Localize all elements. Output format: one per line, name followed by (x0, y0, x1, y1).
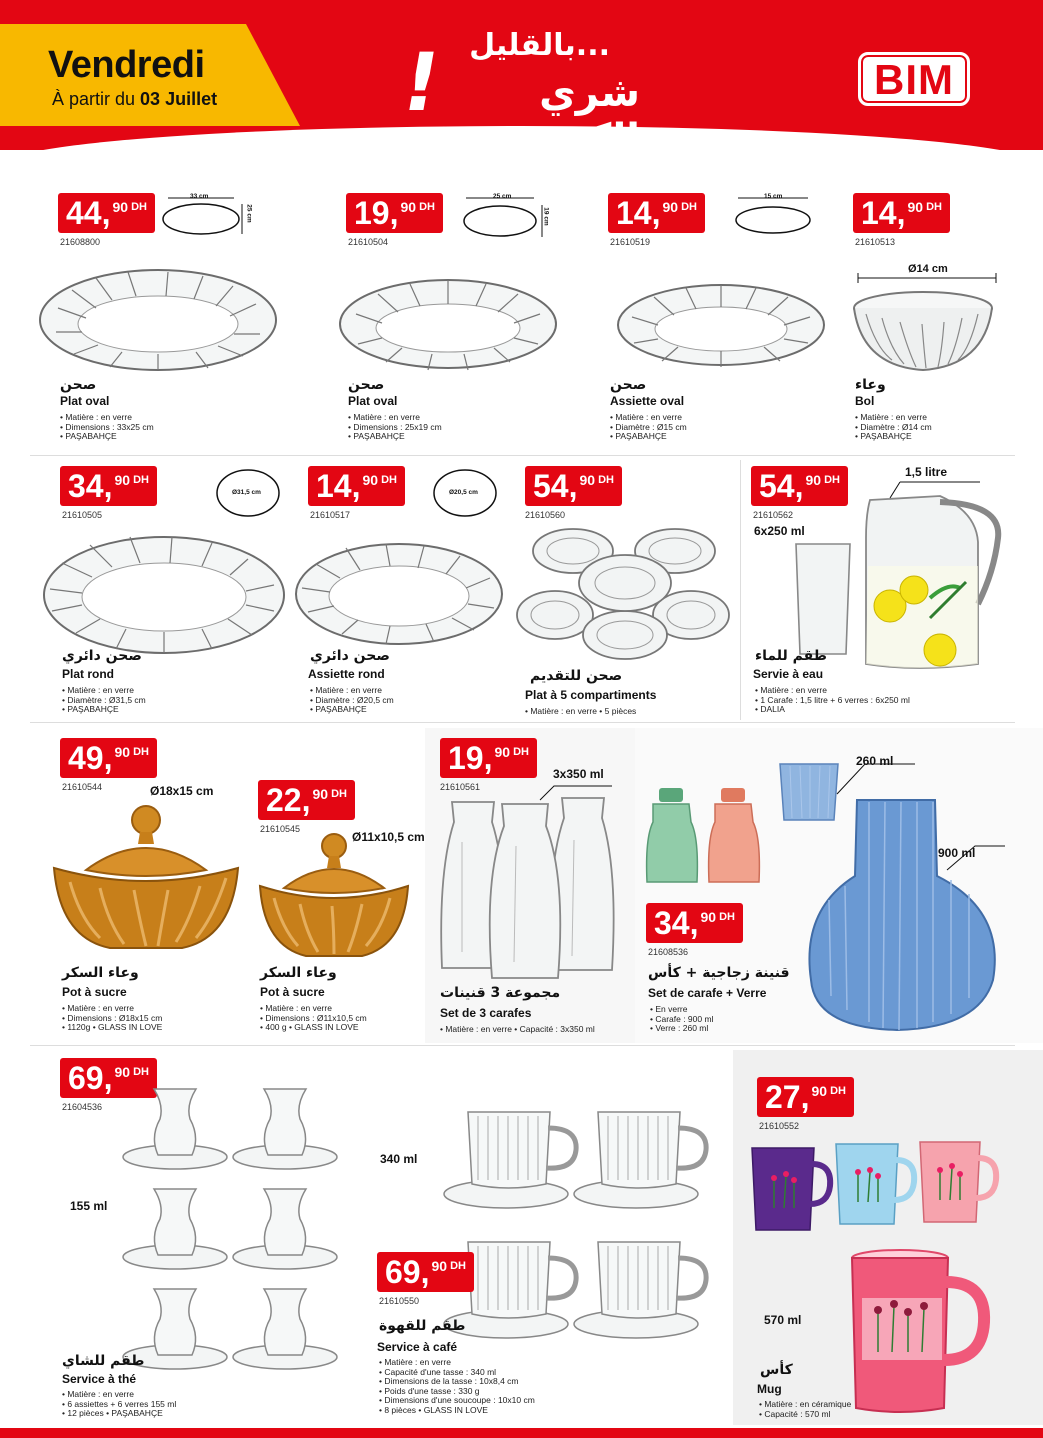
oval-dimension-icon (460, 195, 550, 240)
product-specs: • Matière : en verre • Dimensions : 25x19 cm • PAŞABAHÇE (348, 412, 442, 441)
price-tag: 54, 90 DH (751, 466, 848, 506)
product-code: 21610550 (379, 1296, 420, 1306)
slogan-line2: شري الكثير (530, 70, 640, 162)
volume-label: 340 ml (380, 1152, 418, 1166)
product-name-ar: طقم للشاي (62, 1353, 145, 1369)
tea-set-image (120, 1085, 350, 1375)
product-code: 21610561 (440, 782, 481, 792)
coffee-set-image (440, 1098, 710, 1358)
price-tag: 14, 90 DH (308, 466, 405, 506)
price-tag: 69, 90 DH (60, 1058, 157, 1098)
bim-logo: BIM (858, 52, 970, 106)
product-name-ar: صحن (348, 377, 385, 393)
product-name-fr: Mug (757, 1382, 782, 1396)
price-tag: 27, 90 DH (757, 1077, 854, 1117)
oval-glass-plate-image (38, 268, 278, 378)
dimension-height: 25 cm (245, 204, 253, 223)
price-tag: 49, 90 DH (60, 738, 157, 778)
water-set-image (790, 478, 1005, 674)
three-mugs-image (748, 1138, 1010, 1232)
volume-label: 3x350 ml (553, 767, 604, 781)
product-name-fr: Assiette rond (308, 667, 385, 681)
coffee-cup-with-saucer (574, 1242, 706, 1338)
round-glass-plate-image (294, 542, 504, 646)
price-tag: 19, 90 DH (346, 193, 443, 233)
product-name-ar: طقم للقهوة (379, 1318, 466, 1334)
footer-bar (0, 1428, 1043, 1438)
dimension-width: 15 cm (764, 193, 783, 200)
glass-bowl-image (852, 288, 994, 374)
dimension-width: 33 cm (190, 193, 209, 200)
product-specs: • Matière : en verre • Diamètre : Ø15 cm • PAŞABAHÇE (610, 412, 687, 441)
product-name-ar: صحن (610, 377, 647, 393)
product-name-ar: صحن (60, 377, 97, 393)
product-name-fr: Service à café (377, 1340, 458, 1354)
oval-dimension-icon (732, 195, 814, 235)
product-name-ar: صحن دائري (62, 648, 142, 664)
product-specs: • Matière : en verre • Capacité : 3x350 ml (440, 1024, 595, 1034)
tea-glass-with-saucer (123, 1089, 227, 1169)
coffee-cup-with-saucer (444, 1112, 576, 1208)
oval-dimension-icon (160, 195, 245, 235)
price-tag: 22, 90 DH (258, 780, 355, 820)
product-specs: • Matière : en verre • 6 assiettes + 6 verres 155 ml • 12 pièces • PAŞABAHÇE (62, 1389, 177, 1418)
round-glass-plate-image (42, 535, 286, 657)
product-name-fr: Plat oval (348, 394, 398, 408)
product-specs: • Matière : en verre • Dimensions : 33x25 cm • PAŞABAHÇE (60, 412, 154, 441)
product-code: 21610545 (260, 824, 301, 834)
product-name-fr: Plat rond (62, 667, 115, 681)
day-title: Vendredi (48, 44, 205, 86)
blue-carafe-image (825, 760, 1017, 1036)
price-tag: 34, 90 DH (60, 466, 157, 506)
dimension-label: Ø20,5 cm (449, 489, 478, 496)
pink-mug-image (848, 1248, 988, 1418)
row-separator (30, 455, 1015, 456)
product-code: 21610517 (310, 510, 351, 520)
price-tag: 44, 90 DH (58, 193, 155, 233)
product-specs: • Matière : en verre • 1 Carafe : 1,5 litre + 6 verres : 6x250 ml • DALIA (755, 685, 910, 714)
five-compartment-tray-image (515, 515, 733, 663)
product-code: 21608800 (60, 237, 101, 247)
product-specs: • Matière : en verre • Dimensions : Ø18x15 cm • 1120g • GLASS IN LOVE (62, 1003, 163, 1032)
product-name-fr: Plat à 5 compartiments (525, 688, 657, 702)
row-separator (30, 1045, 1015, 1046)
product-name-fr: Servie à eau (753, 667, 824, 681)
product-name-fr: Assiette oval (610, 394, 685, 408)
product-code: 21610513 (855, 237, 896, 247)
glass-volume-label: 6x250 ml (754, 524, 805, 538)
product-name-ar: طقم للماء (755, 648, 827, 664)
dimension-label: Ø18x15 cm (150, 784, 214, 798)
three-carafes-image (432, 782, 622, 982)
coffee-cup-with-saucer (574, 1112, 706, 1208)
date-subtitle: À partir du 03 Juillet (52, 89, 218, 109)
product-code: 21608536 (648, 947, 689, 957)
tea-glass-with-saucer (123, 1189, 227, 1269)
product-code: 21610552 (759, 1121, 800, 1131)
product-code: 21610505 (62, 510, 103, 520)
dimension-label: Ø31,5 cm (232, 489, 261, 496)
price-tag: 19, 90 DH (440, 738, 537, 778)
product-code: 21604536 (62, 1102, 103, 1112)
price-tag: 34, 90 DH (646, 903, 743, 943)
product-name-fr: Pot à sucre (62, 985, 127, 999)
glass-volume-label: 260 ml (856, 754, 894, 768)
slogan-line1: بالقليل... (469, 28, 610, 63)
product-name-ar: وعاء السكر (260, 965, 337, 981)
product-specs: • Matière : en verre • Diamètre : Ø20,5 cm • PAŞABAHÇE (310, 685, 394, 714)
volume-label: 155 ml (70, 1199, 108, 1213)
product-specs: • Matière : en verre • Capacité d'une tasse : 340 ml • Dimensions de la tasse : 10x8,4 cm • Poids d'une tasse : 330 g • Dimensions d'une soucoupe : 10x10 cm • 8 pièces • GLASS IN LOVE (379, 1357, 535, 1415)
tea-glass-with-saucer (233, 1089, 337, 1169)
product-code: 21610519 (610, 237, 651, 247)
carafe-volume-label: 900 ml (938, 846, 976, 860)
product-specs: • En verre • Carafe : 900 ml • Verre : 260 ml (650, 1004, 714, 1033)
product-name-fr: Set de 3 carafes (440, 1006, 532, 1020)
product-name-fr: Bol (855, 394, 875, 408)
volume-label: 570 ml (764, 1313, 802, 1327)
tea-glass-with-saucer (233, 1289, 337, 1369)
product-specs: • Matière : en céramique • Capacité : 570 ml (759, 1399, 852, 1419)
dimension-width: 25 cm (493, 193, 512, 200)
product-name-fr: Service à thé (62, 1372, 137, 1386)
product-code: 21610544 (62, 782, 103, 792)
amber-sugar-pot-image (50, 798, 242, 958)
price-tag: 54, 90 DH (525, 466, 622, 506)
product-specs: • Matière : en verre • Diamètre : Ø14 cm • PAŞABAHÇE (855, 412, 932, 441)
product-name-ar: صحن دائري (310, 648, 390, 664)
price-tag: 14, 90 DH (853, 193, 950, 233)
product-specs: • Matière : en verre • Dimensions : Ø11x10,5 cm • 400 g • GLASS IN LOVE (260, 1003, 367, 1032)
product-name-ar: مجموعة 3 قنينات (440, 985, 561, 1001)
product-name-fr: Set de carafe + Verre (648, 986, 767, 1000)
carafe-volume-label: 1,5 litre (905, 465, 948, 479)
col-separator (740, 460, 741, 720)
product-name-ar: وعاء (855, 377, 886, 393)
dimension-height: 19 cm (542, 207, 550, 226)
product-name-ar: صحن للتقديم (530, 668, 623, 684)
row-separator (30, 722, 1015, 723)
price-tag: 69, 90 DH (377, 1252, 474, 1292)
tea-glass-with-saucer (233, 1189, 337, 1269)
dimension-label: Ø11x10,5 cm (352, 830, 425, 844)
oval-glass-plate-image (616, 283, 826, 373)
product-name-ar: كأس (760, 1362, 793, 1378)
exclamation-mark: ! (394, 36, 448, 129)
colored-carafe-sets-image (645, 782, 767, 892)
oval-glass-plate-image (338, 278, 558, 376)
product-code: 21610560 (525, 510, 566, 520)
product-code: 21610562 (753, 510, 794, 520)
product-name-ar: قنينة زجاجية + كأس (648, 965, 790, 981)
product-specs: • Matière : en verre • Diamètre : Ø31,5 cm • PAŞABAHÇE (62, 685, 146, 714)
price-tag: 14, 90 DH (608, 193, 705, 233)
product-name-fr: Plat oval (60, 394, 110, 408)
product-code: 21610504 (348, 237, 389, 247)
dimension-label: Ø14 cm (905, 263, 951, 275)
product-name-fr: Pot à sucre (260, 985, 325, 999)
amber-sugar-pot-small-image (256, 826, 416, 964)
product-name-ar: وعاء السكر (62, 965, 139, 981)
product-specs: • Matière : en verre • 5 pièces (525, 706, 637, 716)
